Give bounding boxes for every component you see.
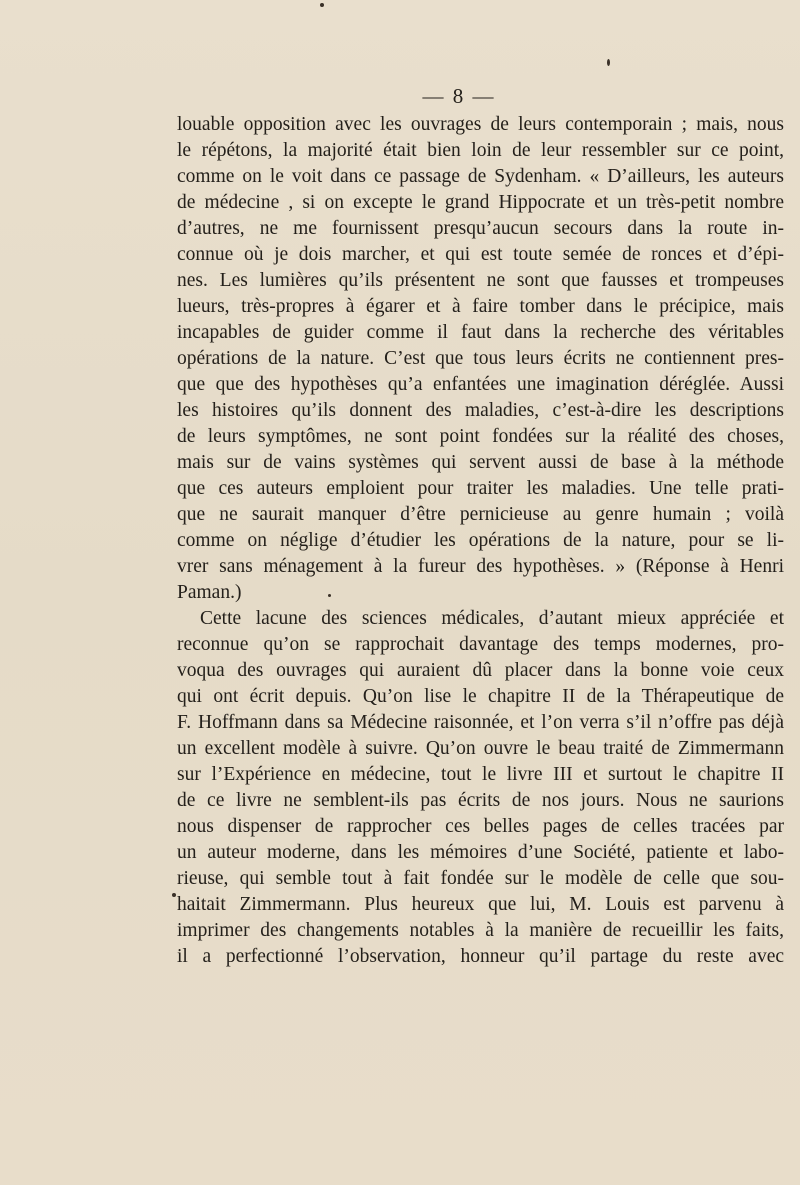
text-line: voqua des ouvrages qui auraient dû placer dans la bonne voie ceux <box>177 660 784 681</box>
text-line: opérations de la nature. C’est que tous leurs écrits ne contiennent pres- <box>177 348 784 369</box>
text-line: lueurs, très-propres à égarer et à faire tomber dans le précipice, mais <box>177 296 784 317</box>
text-line: de ce livre ne semblent-ils pas écrits de nos jours. Nous ne saurions <box>177 790 784 811</box>
text-line: que ces auteurs emploient pour traiter les maladies. Une telle prati- <box>177 478 784 499</box>
text-line: un auteur moderne, dans les mémoires d’une Société, patiente et labo- <box>177 842 784 863</box>
text-line: qui ont écrit depuis. Qu’on lise le chapitre II de la Thérapeutique de <box>177 686 784 707</box>
text-line: F. Hoffmann dans sa Médecine raisonnée, et l’on verra s’il n’offre pas déjà <box>177 712 784 733</box>
text-line: de médecine , si on excepte le grand Hippocrate et un très-petit nombre <box>177 192 784 213</box>
text-line: Paman.) <box>177 582 242 603</box>
text-line: vrer sans ménagement à la fureur des hypothèses. » (Réponse à Henri <box>177 556 784 577</box>
text-line: imprimer des changements notables à la manière de recueillir les faits, <box>177 920 784 941</box>
text-line: nous dispenser de rapprocher ces belles pages de celles tracées par <box>177 816 784 837</box>
text-line: d’autres, ne me fournissent presqu’aucun secours dans la route in- <box>177 218 784 239</box>
paragraph-first-line: Cette lacune des sciences médicales, d’autant mieux appréciée et <box>200 608 784 629</box>
ink-speck <box>328 594 331 597</box>
text-line: un excellent modèle à suivre. Qu’on ouvre le beau traité de Zimmermann <box>177 738 784 759</box>
text-line: reconnue qu’on se rapprochait davantage des temps modernes, pro- <box>177 634 784 655</box>
text-line: nes. Les lumières qu’ils présentent ne sont que fausses et trompeuses <box>177 270 784 291</box>
ink-speck <box>172 893 176 897</box>
text-line: que que des hypothèses qu’a enfantées une imagination déréglée. Aussi <box>177 374 784 395</box>
text-line: incapables de guider comme il faut dans la recherche des véritables <box>177 322 784 343</box>
text-line: il a perfectionné l’observation, honneur qu’il partage du reste avec <box>177 946 784 967</box>
page-number-text: — 8 — <box>422 84 496 108</box>
text-line: mais sur de vains systèmes qui servent aussi de base à la méthode <box>177 452 784 473</box>
text-line: de leurs symptômes, ne sont point fondées sur la réalité des choses, <box>177 426 784 447</box>
text-line: le répétons, la majorité était bien loin de leur ressembler sur ce point, <box>177 140 784 161</box>
ink-speck <box>320 3 324 7</box>
text-line: louable opposition avec les ouvrages de leurs contemporain ; mais, nous <box>177 114 784 135</box>
text-line: les histoires qu’ils donnent des maladies, c’est-à-dire les descriptions <box>177 400 784 421</box>
text-line: comme on néglige d’étudier les opérations de la nature, pour se li- <box>177 530 784 551</box>
text-line: rieuse, qui semble tout à fait fondée sur le modèle de celle que sou- <box>177 868 784 889</box>
text-line: sur l’Expérience en médecine, tout le livre III et surtout le chapitre II <box>177 764 784 785</box>
page-number <box>0 84 800 109</box>
text-line: que ne saurait manquer d’être pernicieuse au genre humain ; voilà <box>177 504 784 525</box>
text-line: connue où je dois marcher, et qui est toute semée de ronces et d’épi- <box>177 244 784 265</box>
text-line: comme on le voit dans ce passage de Sydenham. « D’ailleurs, les auteurs <box>177 166 784 187</box>
ink-speck <box>607 59 610 66</box>
text-line: haitait Zimmermann. Plus heureux que lui, M. Louis est parvenu à <box>177 894 784 915</box>
